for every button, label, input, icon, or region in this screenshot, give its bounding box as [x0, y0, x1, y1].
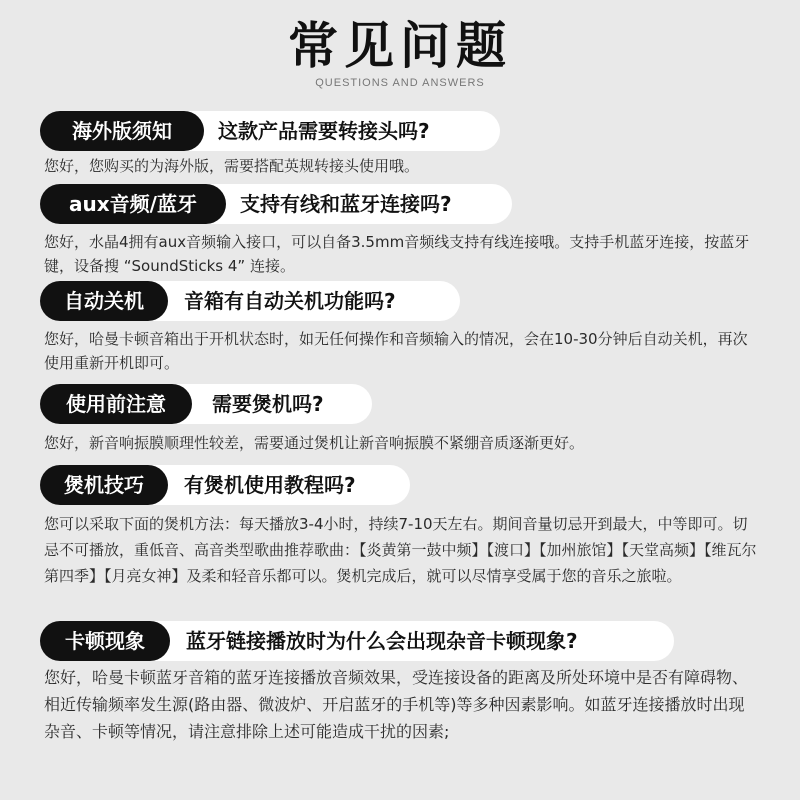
- faq-tag: 使用前注意: [40, 384, 192, 424]
- faq-question: 支持有线和蓝牙连接吗?: [240, 192, 452, 216]
- faq-answer: 您好，水晶4拥有aux音频输入接口，可以自备3.5mm音频线支持有线连接哦。支持手机蓝牙连接，按蓝牙键，设备搜 “SoundSticks 4” 连接。: [44, 233, 750, 275]
- page-subtitle: QUESTIONS AND ANSWERS: [315, 77, 485, 89]
- faq-tag: 自动关机: [40, 281, 168, 321]
- faq-tag: 煲机技巧: [40, 465, 168, 505]
- faq-answer: 您好，新音响振膜顺理性较差，需要通过煲机让新音响振膜不紧绷音质逐渐更好。: [44, 434, 585, 452]
- faq-tag: 海外版须知: [40, 111, 204, 151]
- faq-answer: 您好，哈曼卡顿蓝牙音箱的蓝牙连接播放音频效果，受连接设备的距离及所处环境中是否有障碍物、相近传输频率发生源(路由器、微波炉、开启蓝牙的手机等)等多种因素影响。如蓝牙连接播放时出现杂音、卡顿等情况，请注意排除上述可能造成干扰的因素;: [44, 668, 749, 741]
- faq-question: 这款产品需要转接头吗?: [218, 119, 430, 143]
- faq-answer: 您好，哈曼卡顿音箱出于开机状态时，如无任何操作和音频输入的情况，会在10-30分钟后自动关机，再次使用重新开机即可。: [44, 330, 748, 372]
- faq-question: 蓝牙链接播放时为什么会出现杂音卡顿现象?: [186, 629, 578, 653]
- faq-question: 音箱有自动关机功能吗?: [184, 289, 396, 313]
- page-title: 常见问题: [288, 17, 512, 75]
- faq-question: 有煲机使用教程吗?: [184, 473, 356, 497]
- faq-question: 需要煲机吗?: [212, 392, 324, 416]
- faq-tag: aux音频/蓝牙: [40, 184, 226, 224]
- faq-answer: 您可以采取下面的煲机方法：每天播放3-4小时，持续7-10天左右。期间音量切忌开到最大，中等即可。切忌不可播放，重低音、高音类型歌曲推荐歌曲：【炎黄第一鼓中频】【渡口】【加州旅馆】【天堂高频】【维瓦尔第四季】【月亮女神】及柔和轻音乐都可以。煲机完成后，就可以尽情享受属于您的音乐之旅啦。: [44, 515, 757, 585]
- faq-answer: 您好，您购买的为海外版，需要搭配英规转接头使用哦。: [44, 157, 420, 175]
- faq-tag: 卡顿现象: [40, 621, 170, 661]
